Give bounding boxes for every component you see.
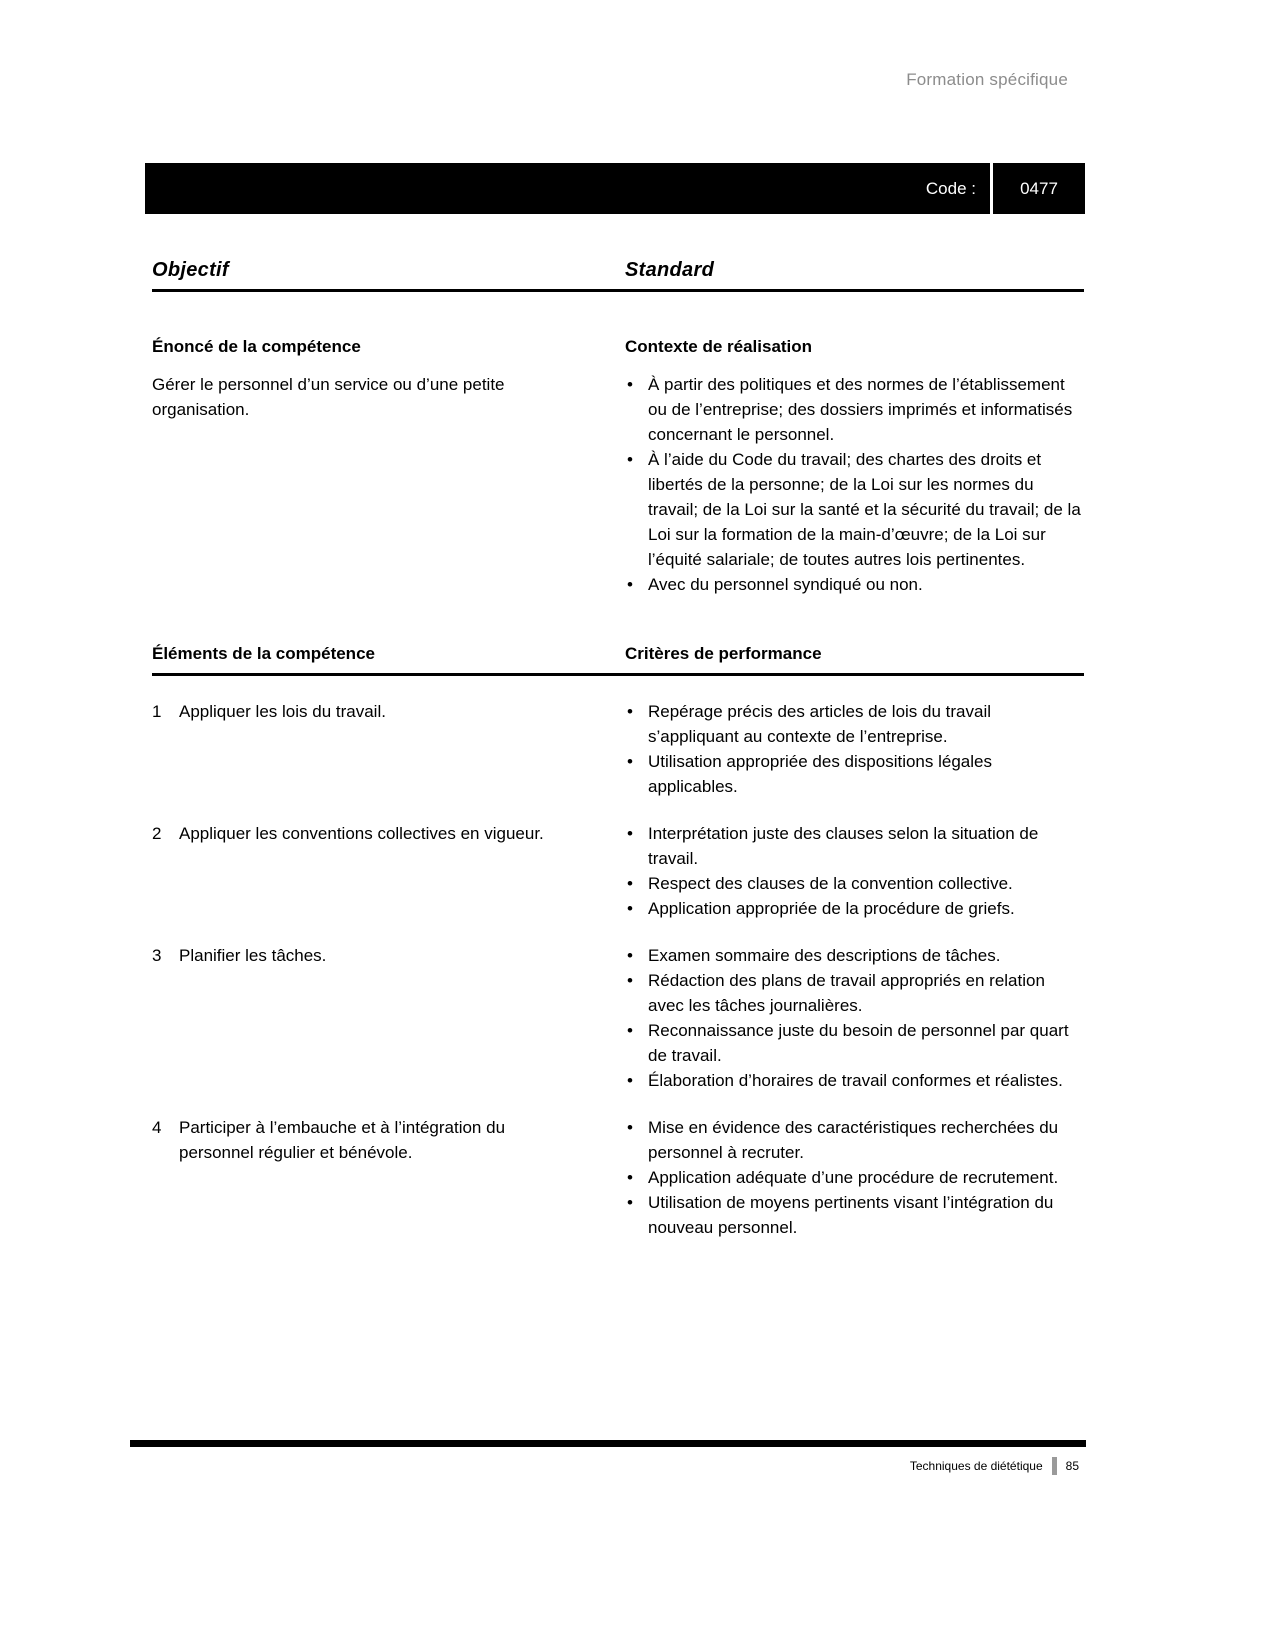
standard-title: Standard	[625, 259, 715, 281]
competence-right-cell	[625, 292, 1084, 597]
criteria-cell	[625, 821, 1084, 921]
criteria-bullet: • Utilisation appropriée des dispositions légales applicables.	[625, 749, 1084, 799]
contexte-bullet: • À partir des politiques et des normes de l’établissement ou de l’entreprise; des dossiers imprimés et informatisés concernant le personnel.	[625, 372, 1084, 447]
contexte-bullet: • Avec du personnel syndiqué ou non.	[625, 572, 1084, 597]
element-text: Planifier les tâches.	[179, 946, 327, 965]
competence-section	[152, 292, 1084, 597]
column-titles-row	[152, 258, 1084, 292]
element-text: Participer à l’embauche et à l’intégration du personnel régulier et bénévole.	[179, 1118, 506, 1162]
criteria-bullet: • Reconnaissance juste du besoin de personnel par quart de travail.	[625, 1018, 1084, 1068]
competence-statement: Gérer le personnel d’un service ou d’une petite organisation.	[152, 375, 505, 419]
elements-heading: Éléments de la compétence	[152, 644, 375, 663]
criteria-cell	[625, 699, 1084, 799]
page-header-label: Formation spécifique	[906, 70, 1068, 89]
criteria-list	[625, 943, 1084, 1093]
element-row-4	[152, 1115, 1084, 1240]
element-text: Appliquer les conventions collectives en vigueur.	[179, 824, 544, 843]
criteria-bullet: • Repérage précis des articles de lois du travail s’appliquant au contexte de l’entreprise.	[625, 699, 1084, 749]
criteres-heading: Critères de performance	[625, 644, 822, 663]
objectif-title: Objectif	[152, 259, 229, 281]
criteria-list	[625, 1115, 1084, 1240]
element-row-2	[152, 821, 1084, 921]
element-cell	[152, 1115, 625, 1240]
element-cell	[152, 943, 625, 1093]
criteria-bullet: • Application appropriée de la procédure de griefs.	[625, 896, 1084, 921]
footer-divider	[1052, 1457, 1057, 1475]
page-content	[152, 258, 1084, 1262]
elements-rows	[152, 676, 1084, 1240]
code-bar	[145, 163, 1085, 214]
contexte-heading: Contexte de réalisation	[625, 337, 813, 356]
footer-program-label: Techniques de diététique	[909, 1459, 1043, 1473]
criteria-list	[625, 821, 1084, 921]
competence-left-cell	[152, 292, 625, 597]
element-number: 2	[152, 824, 162, 843]
element-text: Appliquer les lois du travail.	[179, 702, 386, 721]
criteria-bullet: • Application adéquate d’une procédure de recrutement.	[625, 1165, 1084, 1190]
element-row-1	[152, 699, 1084, 799]
element-number: 3	[152, 946, 162, 965]
criteria-bullet: • Rédaction des plans de travail appropriés en relation avec les tâches journalières.	[625, 968, 1084, 1018]
enonce-heading: Énoncé de la compétence	[152, 337, 361, 356]
footer-page-number: 85	[1065, 1459, 1079, 1473]
element-cell	[152, 699, 625, 799]
contexte-bullet: • À l’aide du Code du travail; des chartes des droits et libertés de la personne; de la Loi sur les normes du travail; de la Loi sur la santé et la sécurité du travail; de la Loi sur la formation de la main-d’œuvre; de la Loi sur l’équité salariale; de toutes autres lois pertinentes.	[625, 447, 1084, 572]
criteria-bullet: • Utilisation de moyens pertinents visant l’intégration du nouveau personnel.	[625, 1190, 1084, 1240]
element-number: 1	[152, 702, 162, 721]
criteria-bullet: • Interprétation juste des clauses selon la situation de travail.	[625, 821, 1084, 871]
criteria-bullet: • Mise en évidence des caractéristiques recherchées du personnel à recruter.	[625, 1115, 1084, 1165]
code-value: 0477	[1020, 178, 1058, 198]
contexte-bullet-list	[625, 372, 1084, 597]
page-footer	[910, 1457, 1079, 1475]
element-number: 4	[152, 1118, 162, 1137]
element-cell	[152, 821, 625, 921]
code-label: Code :	[925, 178, 976, 198]
element-row-3	[152, 943, 1084, 1093]
criteria-bullet: • Examen sommaire des descriptions de tâches.	[625, 943, 1084, 968]
footer-rule	[130, 1440, 1086, 1447]
criteria-cell	[625, 943, 1084, 1093]
criteria-cell	[625, 1115, 1084, 1240]
elements-headers-row	[152, 641, 1084, 676]
criteria-bullet: • Élaboration d’horaires de travail conformes et réalistes.	[625, 1068, 1084, 1093]
criteria-list	[625, 699, 1084, 799]
criteria-bullet: • Respect des clauses de la convention collective.	[625, 871, 1084, 896]
